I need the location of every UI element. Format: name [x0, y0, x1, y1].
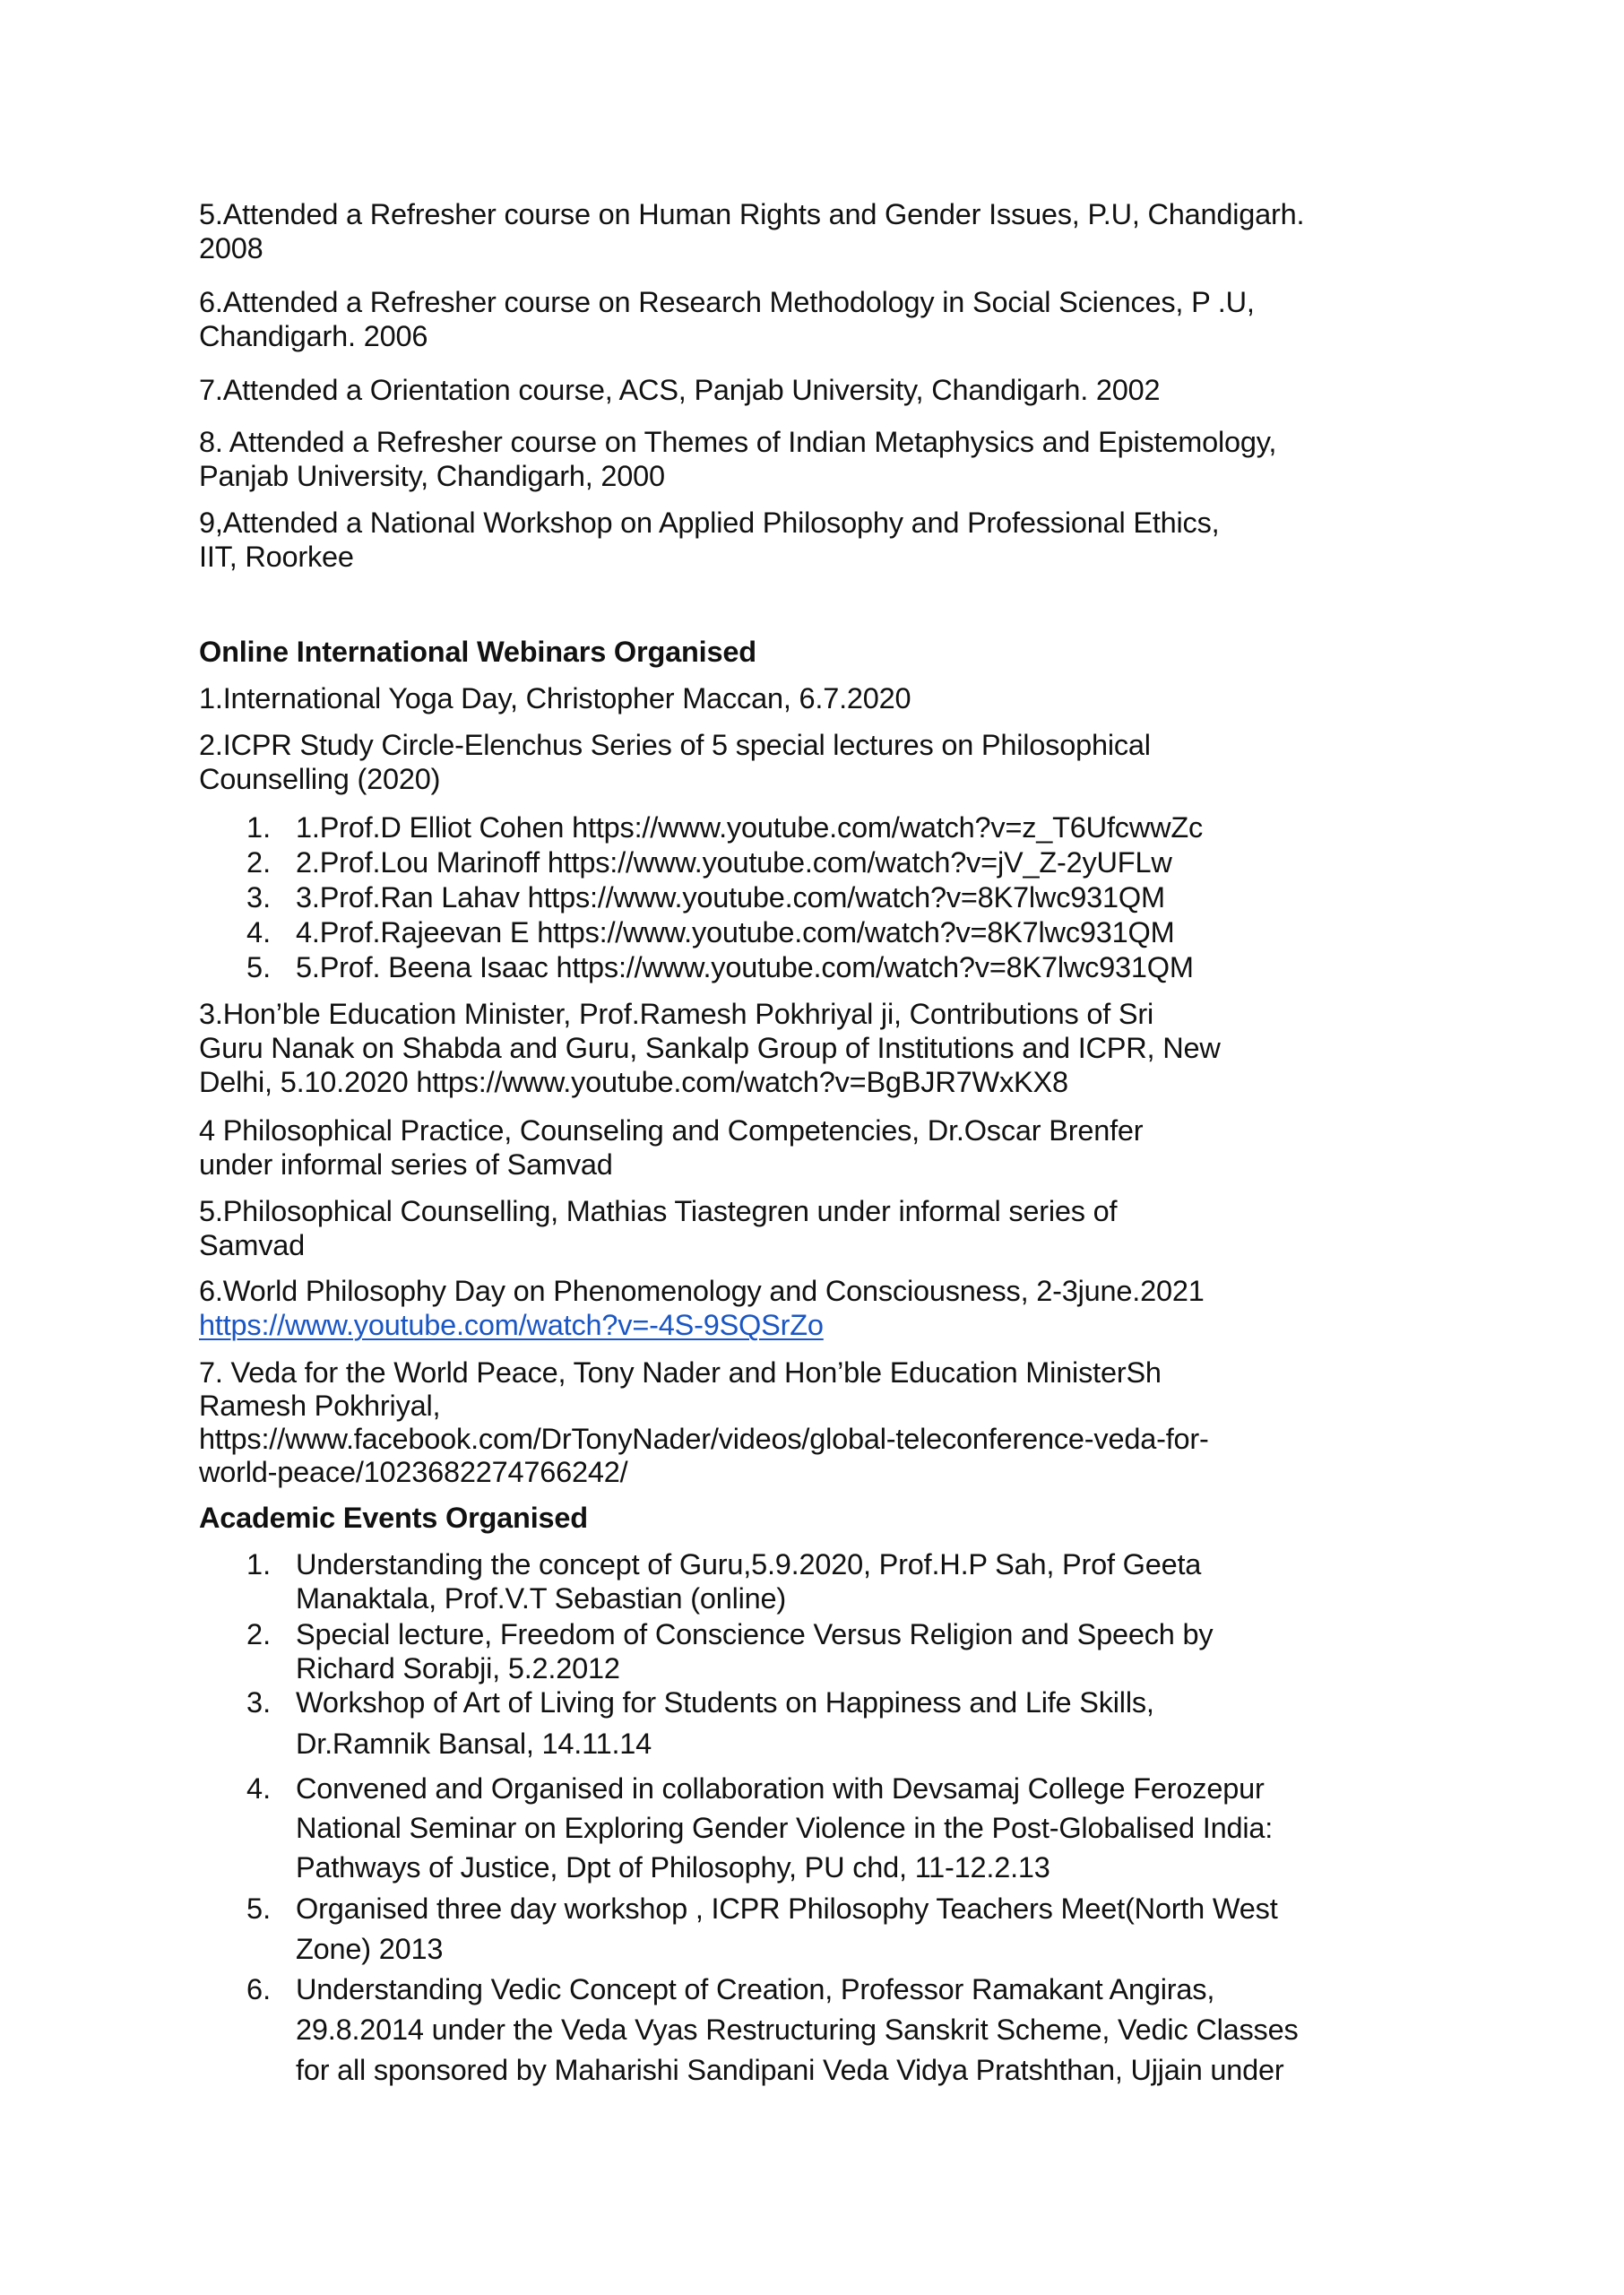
course-item-6-line-1: 6.Attended a Refresher course on Research Methodology in Social Sciences, P .U,	[199, 286, 1255, 318]
webinar-item-3-line-1: 3.Hon’ble Education Minister, Prof.Ramesh Pokhriyal ji, Contributions of Sri	[199, 998, 1154, 1030]
event-number: 1.	[246, 1548, 272, 1581]
event-item-2-line-1: Special lecture, Freedom of Conscience Versus Religion and Speech by	[296, 1618, 1214, 1650]
event-item-5-line-1: Organised three day workshop , ICPR Philosophy Teachers Meet(North West	[296, 1892, 1278, 1925]
section-heading-academic-events: Academic Events Organised	[199, 1502, 588, 1534]
lecture-item: 5.Prof. Beena Isaac https://www.youtube.com/watch?v=8K7lwc931QM	[296, 951, 1194, 983]
lecture-number: 3.	[246, 881, 272, 914]
webinar-item-5-line-2: Samvad	[199, 1229, 306, 1261]
lecture-item: 3.Prof.Ran Lahav https://www.youtube.com/watch?v=8K7lwc931QM	[296, 881, 1165, 914]
event-item-3-line-2: Dr.Ramnik Bansal, 14.11.14	[296, 1728, 652, 1760]
webinar-item-7-line-3: https://www.facebook.com/DrTonyNader/videos/global-teleconference-veda-for-	[199, 1423, 1209, 1455]
course-item-9-line-1: 9,Attended a National Workshop on Applied Philosophy and Professional Ethics,	[199, 507, 1220, 539]
webinar-item-6-link[interactable]: https://www.youtube.com/watch?v=-4S-9SQSrZo	[199, 1309, 824, 1341]
course-item-7: 7.Attended a Orientation course, ACS, Panjab University, Chandigarh. 2002	[199, 374, 1161, 406]
event-item-3-line-1: Workshop of Art of Living for Students on Happiness and Life Skills,	[296, 1686, 1154, 1719]
course-item-8-line-1: 8. Attended a Refresher course on Themes of Indian Metaphysics and Epistemology,	[199, 426, 1277, 458]
webinar-item-2-line-2: Counselling (2020)	[199, 763, 441, 795]
course-item-5-line-2: 2008	[199, 232, 263, 264]
event-number: 6.	[246, 1973, 272, 2005]
webinar-item-2-line-1: 2.ICPR Study Circle-Elenchus Series of 5 special lectures on Philosophical	[199, 729, 1151, 761]
event-number: 4.	[246, 1772, 272, 1805]
webinar-item-6-text: 6.World Philosophy Day on Phenomenology and Consciousness, 2-3june.2021	[199, 1275, 1205, 1307]
webinar-item-3-line-2: Guru Nanak on Shabda and Guru, Sankalp Group of Institutions and ICPR, New	[199, 1032, 1221, 1064]
lecture-item: 1.Prof.D Elliot Cohen https://www.youtube.com/watch?v=z_T6UfcwwZc	[296, 811, 1204, 844]
lecture-number: 5.	[246, 951, 272, 983]
event-item-2-line-2: Richard Sorabji, 5.2.2012	[296, 1652, 620, 1684]
section-heading-webinars: Online International Webinars Organised	[199, 636, 756, 668]
event-number: 2.	[246, 1618, 272, 1650]
event-item-4-line-2: National Seminar on Exploring Gender Violence in the Post-Globalised India:	[296, 1812, 1274, 1844]
event-item-6-line-2: 29.8.2014 under the Veda Vyas Restructuring Sanskrit Scheme, Vedic Classes	[296, 2014, 1299, 2046]
event-number: 3.	[246, 1686, 272, 1719]
event-item-4-line-1: Convened and Organised in collaboration with Devsamaj College Ferozepur	[296, 1772, 1265, 1805]
lecture-number: 1.	[246, 811, 272, 844]
course-item-9-line-2: IIT, Roorkee	[199, 541, 354, 573]
lecture-number: 4.	[246, 916, 272, 948]
event-item-1-line-1: Understanding the concept of Guru,5.9.2020, Prof.H.P Sah, Prof Geeta	[296, 1548, 1202, 1581]
webinar-item-4-line-1: 4 Philosophical Practice, Counseling and Competencies, Dr.Oscar Brenfer	[199, 1114, 1144, 1147]
webinar-item-5-line-1: 5.Philosophical Counselling, Mathias Tiastegren under informal series of	[199, 1195, 1118, 1227]
event-item-1-line-2: Manaktala, Prof.V.T Sebastian (online)	[296, 1582, 787, 1615]
event-item-6-line-3: for all sponsored by Maharishi Sandipani Veda Vidya Pratshthan, Ujjain under	[296, 2054, 1284, 2086]
event-item-5-line-2: Zone) 2013	[296, 1933, 444, 1965]
lecture-number: 2.	[246, 846, 272, 879]
event-number: 5.	[246, 1892, 272, 1925]
event-item-4-line-3: Pathways of Justice, Dpt of Philosophy, PU chd, 11-12.2.13	[296, 1851, 1050, 1884]
webinar-item-7-line-1: 7. Veda for the World Peace, Tony Nader and Hon’ble Education MinisterSh	[199, 1356, 1162, 1389]
webinar-item-4-line-2: under informal series of Samvad	[199, 1148, 613, 1181]
webinar-item-7-line-4: world-peace/1023682274766242/	[199, 1456, 628, 1488]
lecture-item: 2.Prof.Lou Marinoff https://www.youtube.com/watch?v=jV_Z-2yUFLw	[296, 846, 1172, 879]
lecture-item: 4.Prof.Rajeevan E https://www.youtube.com/watch?v=8K7lwc931QM	[296, 916, 1175, 948]
webinar-item-1: 1.International Yoga Day, Christopher Maccan, 6.7.2020	[199, 682, 911, 714]
course-item-8-line-2: Panjab University, Chandigarh, 2000	[199, 460, 665, 492]
webinar-item-7-line-2: Ramesh Pokhriyal,	[199, 1390, 441, 1422]
course-item-5-line-1: 5.Attended a Refresher course on Human Rights and Gender Issues, P.U, Chandigarh.	[199, 198, 1305, 230]
event-item-6-line-1: Understanding Vedic Concept of Creation, Professor Ramakant Angiras,	[296, 1973, 1215, 2005]
course-item-6-line-2: Chandigarh. 2006	[199, 320, 428, 352]
webinar-item-3-line-3: Delhi, 5.10.2020 https://www.youtube.com/watch?v=BgBJR7WxKX8	[199, 1066, 1068, 1098]
